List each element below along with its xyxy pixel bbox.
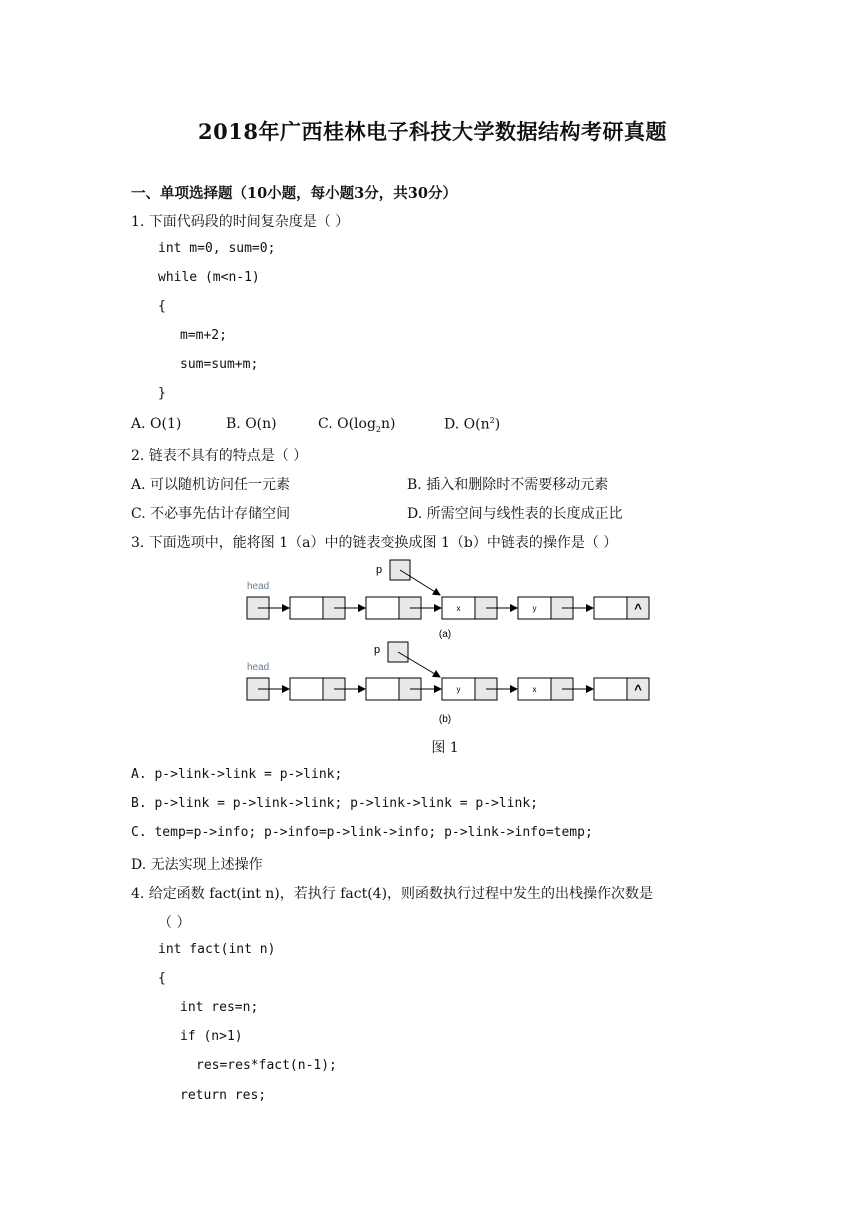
head-label-b: head xyxy=(247,662,270,673)
q1-code-line-3: { xyxy=(158,299,166,314)
question-2-stem: 2. 链表不具有的特点是（ ） xyxy=(131,448,308,464)
section-heading-single-choice: 一、单项选择题（10小题，每小题3分，共30分） xyxy=(131,185,457,202)
null-symbol-a: ^ xyxy=(634,601,642,616)
question-3-stem: 3. 下面选项中，能将图 1（a）中的链表变换成图 1（b）中链表的操作是（ ） xyxy=(131,535,618,551)
node1-b xyxy=(290,678,323,700)
svg-text:x: x xyxy=(456,604,461,613)
q4-code-line-5: res=res*fact(n-1); xyxy=(196,1058,337,1073)
q1-code-line-2: while (m<n-1) xyxy=(158,270,260,285)
caption-b: (b) xyxy=(438,714,452,725)
q2-option-b: B. 插入和删除时不需要移动元素 xyxy=(407,477,609,493)
q1-code-line-4: m=m+2; xyxy=(180,328,227,343)
q3-option-d: D. 无法实现上述操作 xyxy=(131,857,263,873)
q1-code-line-5: sum=sum+m; xyxy=(180,357,259,372)
q4-code-line-4: if (n>1) xyxy=(180,1029,243,1044)
q3-option-a: A. p->link->link = p->link; xyxy=(131,767,343,782)
p-arrow-a xyxy=(400,570,440,595)
svg-text:y: y xyxy=(532,604,537,613)
q1-code-line-1: int m=0, sum=0; xyxy=(158,241,276,256)
q4-code-line-6: return res; xyxy=(180,1088,267,1103)
p-label-a: p xyxy=(376,564,383,576)
page-title: 2018年广西桂林电子科技大学数据结构考研真题 xyxy=(198,119,667,144)
q1-option-b: B. O(n) xyxy=(226,416,277,432)
null-symbol-b: ^ xyxy=(634,682,642,697)
svg-text:y: y xyxy=(456,685,461,694)
q1-option-c: C. $O(\log_2n)$ xyxy=(318,416,396,434)
q3-option-c: C. temp=p->info; p->info=p->link->info; p->link->info=temp; xyxy=(131,825,593,840)
question-4-stem: 4. 给定函数 fact(int n)，若执行 fact(4)，则函数执行过程中发生的出栈操作次数是 xyxy=(131,886,654,902)
p-label-b: p xyxy=(374,644,381,656)
question-1-stem: 1. 下面代码段的时间复杂度是（ ） xyxy=(131,214,350,230)
linked-list-figure xyxy=(240,555,660,727)
q4-code-line-1: int fact(int n) xyxy=(158,942,276,957)
q2-option-d: D. 所需空间与线性表的长度成正比 xyxy=(407,506,623,522)
q1-code-line-6: } xyxy=(158,386,166,401)
q1-option-d: D. $O(n^2)$ xyxy=(444,416,501,433)
node2-b xyxy=(366,678,399,700)
q4-answer-blank: （ ） xyxy=(158,915,191,931)
caption-a: (a) xyxy=(438,629,452,640)
q4-code-line-3: int res=n; xyxy=(180,1000,259,1015)
tail-node-b xyxy=(594,678,627,700)
tail-node-a xyxy=(594,597,627,619)
node1-a xyxy=(290,597,323,619)
head-label-a: head xyxy=(247,581,270,592)
figure-caption: 图 1 xyxy=(431,740,459,756)
node2-a xyxy=(366,597,399,619)
svg-text:x: x xyxy=(532,685,537,694)
q3-option-b: B. p->link = p->link->link; p->link->link = p->link; xyxy=(131,796,538,811)
q2-option-a: A. 可以随机访问任一元素 xyxy=(131,477,291,493)
q2-option-c: C. 不必事先估计存储空间 xyxy=(131,506,291,522)
q1-option-a: A. O(1) xyxy=(131,416,182,432)
p-arrow-b xyxy=(398,652,440,677)
q4-code-line-2: { xyxy=(158,971,166,986)
